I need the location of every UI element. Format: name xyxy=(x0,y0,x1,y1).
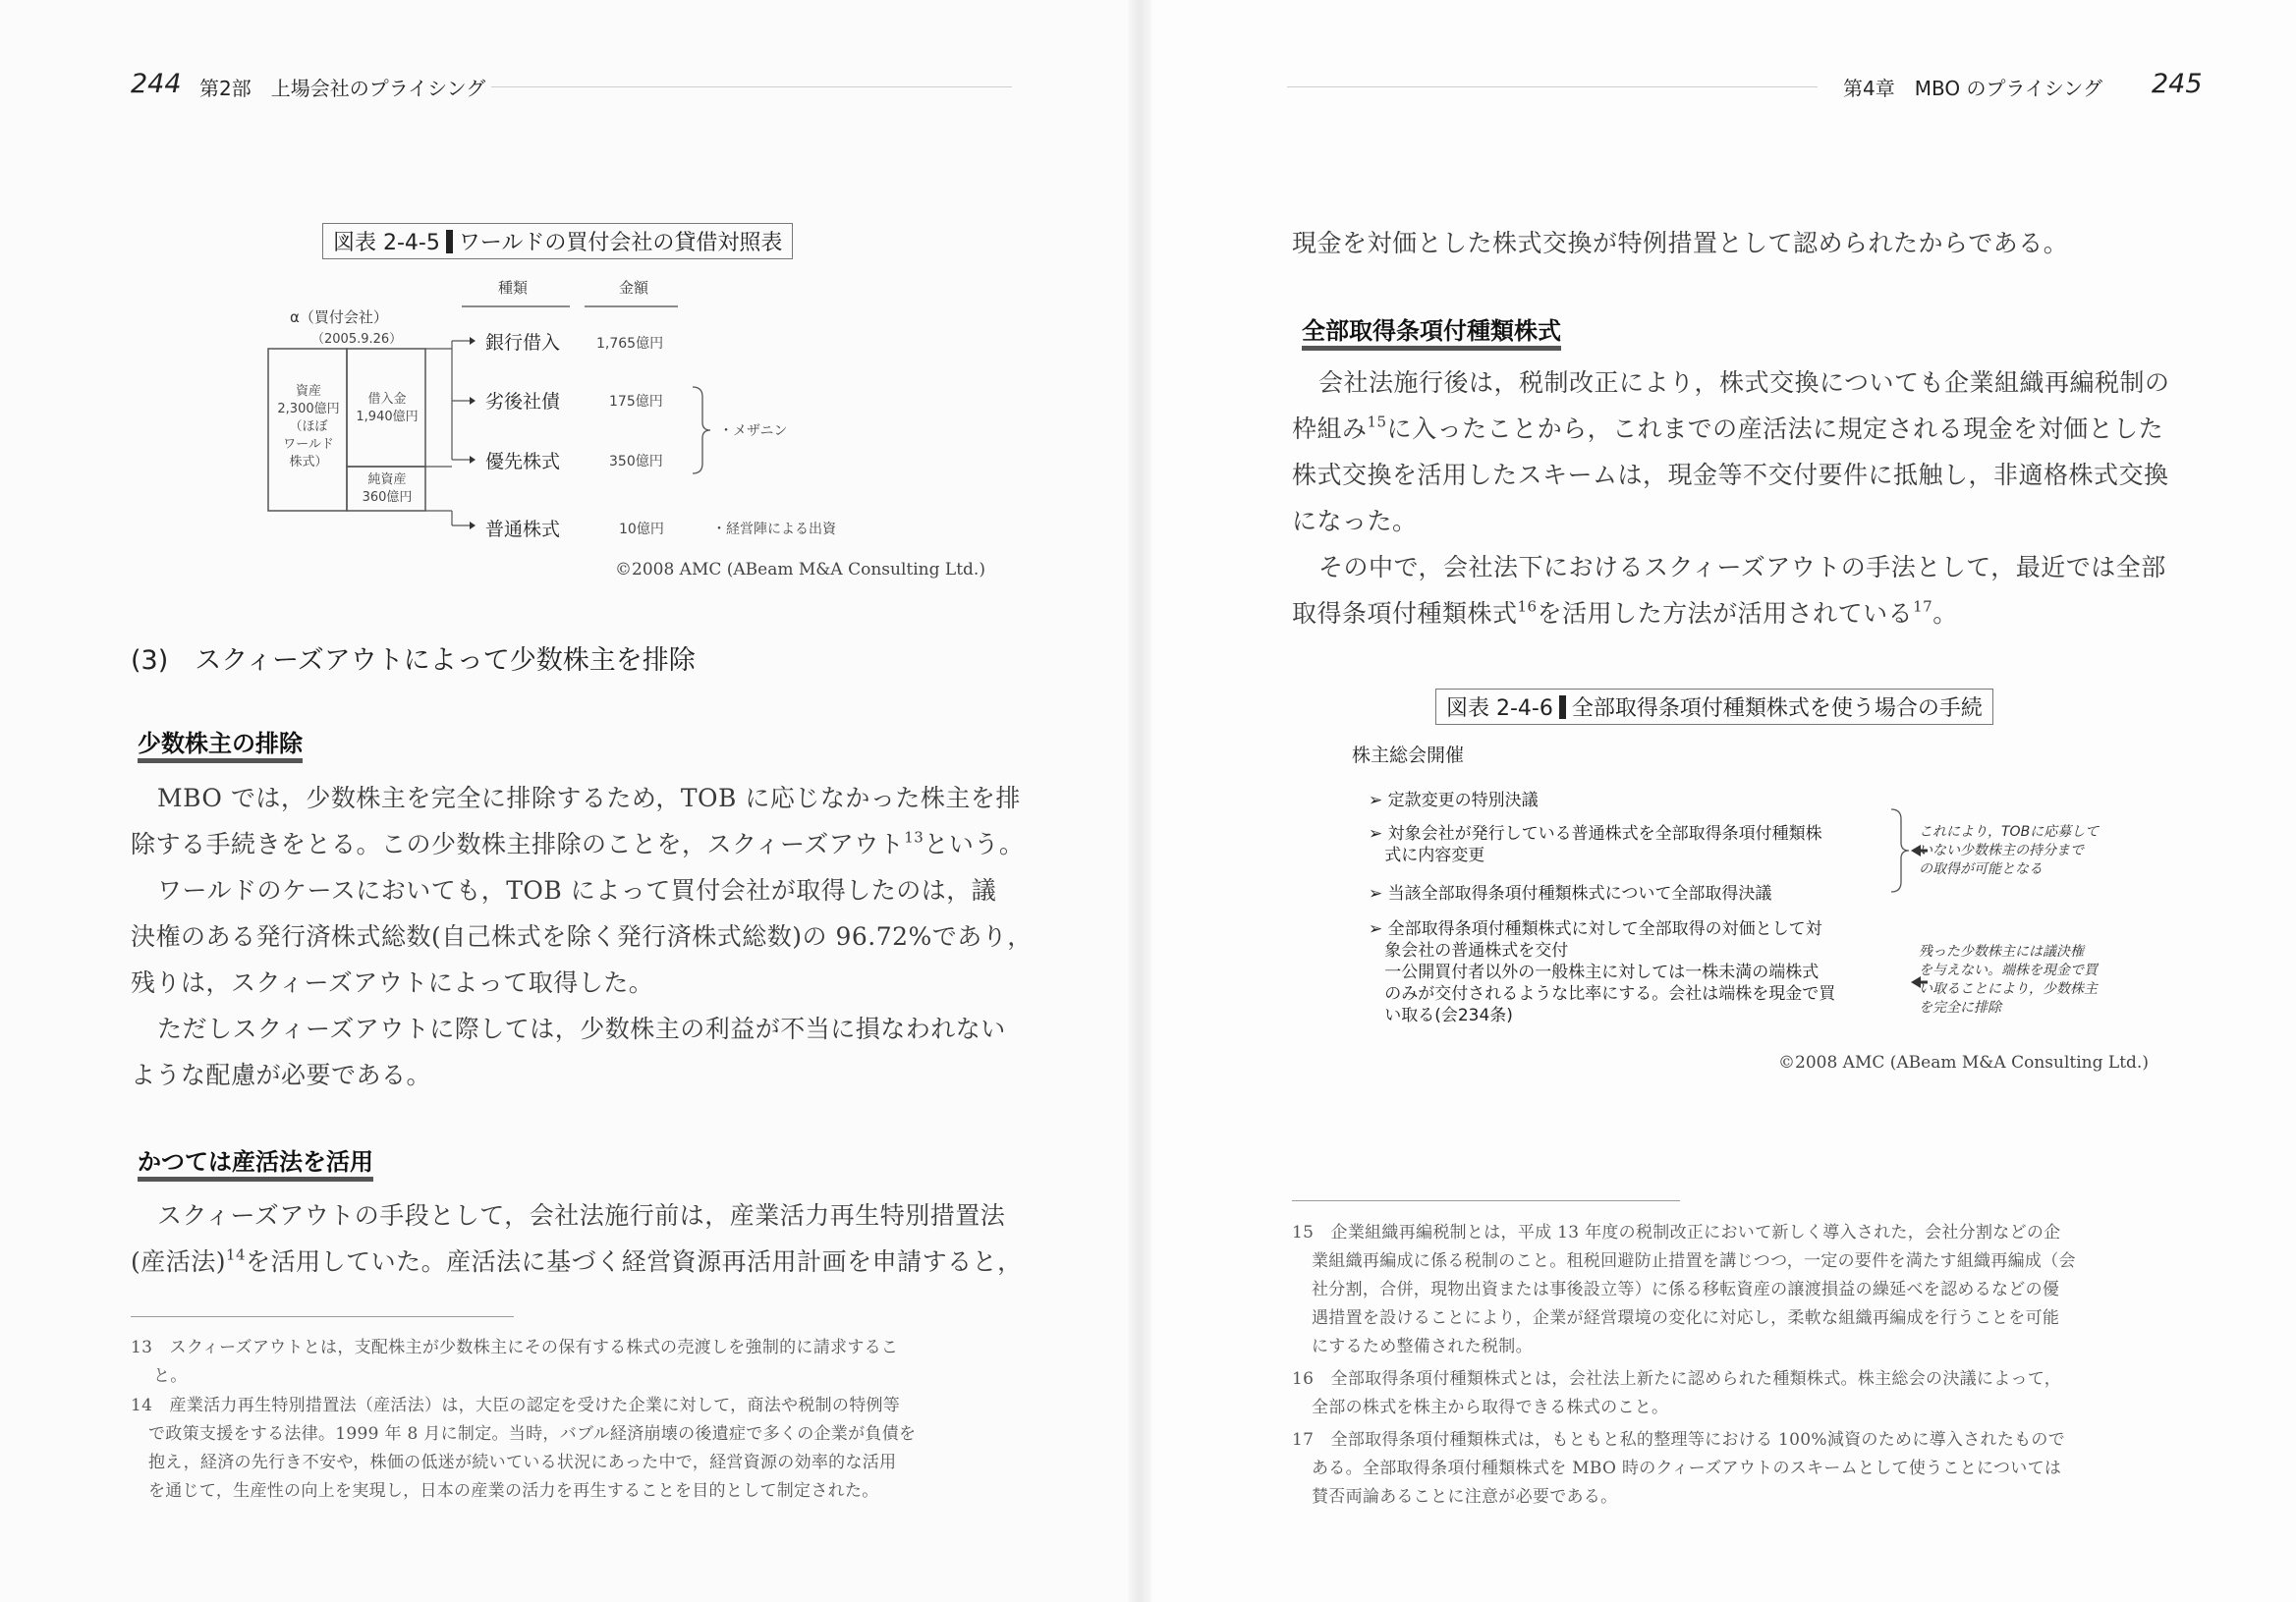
footnote-15-line1: 15 企業組織再編税制とは，平成 13 年度の税制改正において新しく導入された，会社分割などの企 xyxy=(1292,1223,2061,1243)
row-amount-bank-loan: 1,765億円 xyxy=(596,336,664,352)
right-page-number: 245 xyxy=(2152,69,2203,99)
note2-line4: を完全に排除 xyxy=(1919,1000,2001,1016)
right-para1-line6-mid: を活用した方法が活用されている xyxy=(1537,599,1914,628)
para1-line7: ような配慮が必要である。 xyxy=(131,1061,432,1089)
footnote-17-line2: ある。全部取得条項付種類株式を MBO 時のクィーズアウトのスキームとして使うことについては xyxy=(1312,1459,2062,1478)
figure-label: 図表 2-4-5 xyxy=(333,231,440,255)
right-para0: 現金を対価とした株式交換が特例措置として認められたからである。 xyxy=(1292,229,2069,257)
note-minority-elimination xyxy=(1919,943,2098,1018)
right-running-head: 第4章 MBO のプライシング xyxy=(1843,77,2102,100)
right-para1-line6-tail: 。 xyxy=(1932,599,1958,628)
footnote-14-line3: 抱え，経済の先行き不安や，株価の低迷が続いている状況にあった中で，経営資源の効率的な活用 xyxy=(148,1453,897,1472)
note1-line2: いない少数株主の持分まで xyxy=(1919,843,2084,858)
header-rule xyxy=(491,86,1012,87)
footnote-16-line2: 全部の株式を株主から取得できる株式のこと。 xyxy=(1312,1398,1669,1417)
assets-note-1: （ほぼ xyxy=(289,419,328,434)
footnote-ref-14: 14 xyxy=(226,1245,247,1264)
procedure-item-4-sub1: 一公開買付者以外の一般株主に対しては一株未満の端株式 xyxy=(1384,963,1820,982)
net-assets-label: 純資産 xyxy=(367,472,407,487)
right-para1-line3: 株式交換を活用したスキームは，現金等不交付要件に抵触し，非適格株式交換 xyxy=(1292,461,2169,489)
borrowings-label: 借入金 xyxy=(367,392,407,407)
para1-line2 xyxy=(131,825,1024,860)
procedure-item-4-text-cont: 象会社の普通株式を交付 xyxy=(1384,941,1569,961)
para2-line1: スクィーズアウトの手段として，会社法施行前は，産業活力再生特別措置法 xyxy=(157,1201,1006,1230)
assets-note-3: 株式） xyxy=(289,455,328,470)
footnote-15-line3: 社分割，合併，現物出資または事後設立等）に係る移転資産の譲渡損益の繰延べを認めるなどの優 xyxy=(1312,1280,2060,1299)
right-para1-line2-tail: に入ったことから，これまでの産活法に規定される現金を対価とした xyxy=(1386,414,2164,443)
note1-line1: これにより，TOBに応募して xyxy=(1919,824,2100,840)
figure1-copyright: ©2008 AMC (ABeam M&A Consulting Ltd.) xyxy=(615,560,985,580)
para1-line5: 残りは，スクィーズアウトによって取得した。 xyxy=(131,968,654,997)
para1-line6: ただしスクィーズアウトに際しては，少数株主の利益が不当に損なわれない xyxy=(157,1015,1006,1043)
note1-line3: の取得が可能となる xyxy=(1919,861,2043,877)
figure2-label: 図表 2-4-6 xyxy=(1446,696,1553,721)
procedure-item-2: ➢ 対象会社が発行している普通株式を全部取得条項付種類株 式に内容変更 xyxy=(1369,824,1822,865)
col-header-type: 種類 xyxy=(498,279,529,297)
procedure-item-4-text: 全部取得条項付種類株式に対して全部取得の対価として対 xyxy=(1387,919,1822,939)
row-type-preferred: 優先株式 xyxy=(485,451,561,472)
procedure-item-1: ➢ 定款変更の特別決議 xyxy=(1369,791,1539,810)
net-assets-cell xyxy=(349,471,425,507)
footnote-ref-13: 13 xyxy=(904,828,924,847)
footnote-ref-16: 16 xyxy=(1517,597,1538,616)
header-rule-right xyxy=(1287,86,1818,87)
footnote-17-line1: 17 全部取得条項付種類株式は，もともと私的整理等における 100%減資のために導入されたもので xyxy=(1292,1430,2066,1450)
row-type-sub-bond: 劣後社債 xyxy=(485,391,561,413)
row-amount-preferred: 350億円 xyxy=(609,454,663,470)
para1-line2-tail: という。 xyxy=(924,830,1025,858)
book-gutter xyxy=(1128,0,1151,1602)
mezzanine-note: ・メザニン xyxy=(719,423,788,439)
assets-amount: 2,300億円 xyxy=(277,402,340,416)
footnote-15-line4: 遇措置を設けることにより，企業が経営環境の変化に対応し，柔軟な組織再編成を行うことを可能 xyxy=(1312,1308,2060,1328)
footnote-14-line1: 14 産業活力再生特別措置法（産活法）は，大臣の認定を受けた企業に対して，商法や税制の特例等 xyxy=(131,1396,901,1415)
footnote-rule-right xyxy=(1292,1200,1680,1201)
right-para1-line4: になった。 xyxy=(1292,507,1418,535)
borrowings-cell xyxy=(349,391,425,426)
figure-title-text: ワールドの買付会社の貸借対照表 xyxy=(458,231,783,255)
row-amount-sub-bond: 175億円 xyxy=(609,394,663,410)
right-para1-line6 xyxy=(1292,594,1958,630)
para2-line2-tail: を活用していた。産活法に基づく経営資源再活用計画を申請すると， xyxy=(246,1247,1023,1276)
figure2-title-text: 全部取得条項付種類株式を使う場合の手続 xyxy=(1571,696,1983,721)
footnote-ref-17: 17 xyxy=(1913,597,1933,616)
assets-cell xyxy=(270,383,347,471)
right-para1-line1: 会社法施行後は，税制改正により，株式交換についても企業組織再編税制の xyxy=(1318,368,2170,397)
procedure-item-4-sub2: のみが交付されるような比率にする。会社は端株を現金で買 xyxy=(1384,984,1836,1004)
left-page-number: 244 xyxy=(131,69,182,99)
subhead-minority-elimination: 少数株主の排除 xyxy=(138,729,303,763)
col-header-amount: 金額 xyxy=(619,279,649,297)
para1-line1: MBO では，少数株主を完全に排除するため，TOB に応じなかった株主を排 xyxy=(157,784,1021,812)
figure-2-4-6-title xyxy=(1435,689,1993,725)
footnote-13-line1: 13 スクィーズアウトとは，支配株主が少数株主にその保有する株式の売渡しを強制的に請求するこ xyxy=(131,1338,899,1357)
row-amount-common: 10億円 xyxy=(619,522,664,537)
section-heading-3: (3) スクィーズアウトによって少数株主を排除 xyxy=(131,645,696,676)
title-bar-2 xyxy=(1559,695,1566,719)
footnote-15-line5: にするため整備された税制。 xyxy=(1312,1337,1533,1356)
company-label: α（買付会社） xyxy=(290,308,388,326)
row-type-common: 普通株式 xyxy=(485,519,561,540)
row-type-bank-loan: 銀行借入 xyxy=(485,332,561,354)
procedure-item-2-text-cont: 式に内容変更 xyxy=(1384,846,1485,865)
right-para1-line2-text: 枠組み xyxy=(1292,414,1368,443)
right-para1-line6-text: 取得条項付種類株式 xyxy=(1292,599,1518,628)
procedure-item-3-text: 当該全部取得条項付種類株式について全部取得決議 xyxy=(1387,884,1772,904)
note-tob-acquisition xyxy=(1919,823,2099,879)
management-investment-note: ・経営陣による出資 xyxy=(712,522,836,537)
subhead-sankatsu-law: かつては産活法を活用 xyxy=(138,1147,373,1182)
note2-line1: 残った少数株主には議決権 xyxy=(1919,944,2084,960)
procedure-item-4-sub3: い取る(会234条) xyxy=(1384,1006,1513,1025)
figure-2-4-5-title xyxy=(322,223,793,259)
footnote-16-line1: 16 全部取得条項付種類株式とは，会社法上新たに認められた種類株式。株主総会の決議によって， xyxy=(1292,1369,2062,1389)
procedure-item-2-text: 対象会社が発行している普通株式を全部取得条項付種類株 xyxy=(1387,824,1822,844)
borrowings-amount: 1,940億円 xyxy=(356,410,419,424)
para1-line3: ワールドのケースにおいても，TOB によって買付会社が取得したのは，議 xyxy=(157,876,997,905)
footnote-15-line2: 業組織再編成に係る税制のこと。租税回避防止措置を講じつつ，一定の要件を満たす組織再編成（会 xyxy=(1312,1251,2076,1271)
footnote-17-line3: 賛否両論あることに注意が必要である。 xyxy=(1312,1487,1618,1507)
footnote-rule-left xyxy=(131,1316,514,1317)
assets-label: 資産 xyxy=(295,384,321,399)
procedure-item-4: ➢ 全部取得条項付種類株式に対して全部取得の対価として対 象会社の普通株式を交付 一公開買付者以外の一般株主に対しては一株未満の端株式 のみが交付されるような比率にする。会社は端株を現金で買 い取る(会234条) xyxy=(1369,919,1836,1025)
shareholders-meeting-label: 株主総会開催 xyxy=(1352,745,1465,766)
para2-line2-text: (産活法) xyxy=(131,1247,227,1276)
footnote-14-line4: を通じて，生産性の向上を実現し，日本の産業の活力を再生することを目的として制定された。 xyxy=(148,1481,879,1501)
assets-note-2: ワールド xyxy=(283,437,334,452)
left-running-head: 第2部 上場会社のプライシング xyxy=(199,77,486,100)
footnote-14-line2: で政策支援をする法律。1999 年 8 月に制定。当時，バブル経済崩壊の後遺症で多くの企業が負債を xyxy=(148,1424,917,1444)
right-para1-line5: その中で，会社法下におけるスクィーズアウトの手法として，最近では全部 xyxy=(1318,553,2166,581)
para1-line4: 決権のある発行済株式総数(自己株式を除く発行済株式総数)の 96.72%であり， xyxy=(131,922,1033,951)
para2-line2 xyxy=(131,1243,1023,1278)
footnote-ref-15: 15 xyxy=(1367,413,1387,431)
procedure-item-3: ➢ 当該全部取得条項付種類株式について全部取得決議 xyxy=(1369,884,1772,904)
title-bar xyxy=(446,230,453,253)
note2-line2: を与えない。端株を現金で買 xyxy=(1919,963,2098,978)
figure2-copyright: ©2008 AMC (ABeam M&A Consulting Ltd.) xyxy=(1778,1053,2149,1073)
para1-line2-text: 除する手続きをとる。この少数株主排除のことを，スクィーズアウト xyxy=(131,830,905,858)
subhead-class-shares: 全部取得条項付種類株式 xyxy=(1302,316,1561,351)
company-date: （2005.9.26） xyxy=(311,332,403,347)
note2-line3: い取ることにより，少数株主 xyxy=(1919,981,2098,997)
net-assets-amount: 360億円 xyxy=(362,490,413,505)
procedure-item-1-text: 定款変更の特別決議 xyxy=(1387,791,1539,810)
footnote-13-line2: と。 xyxy=(153,1366,188,1386)
right-para1-line2 xyxy=(1292,410,2163,445)
